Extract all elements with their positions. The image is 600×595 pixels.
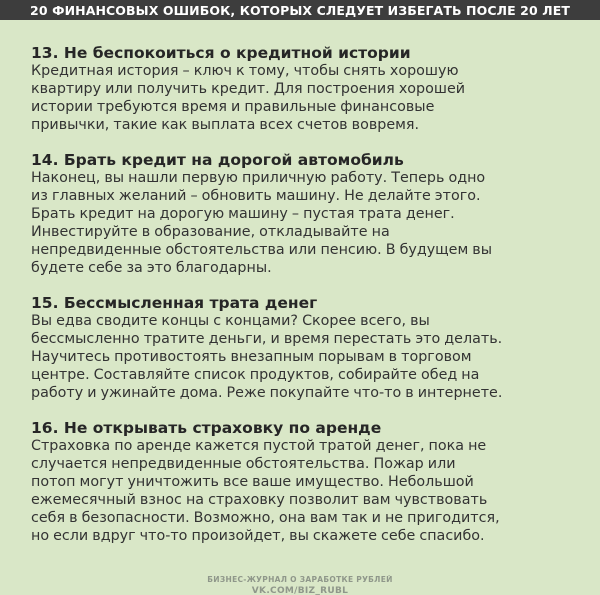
body-line: ежемесячный взнос на страховку позволит вам чувствовать	[31, 492, 488, 508]
footer-credit	[0, 575, 600, 595]
body-line: работу и ужинайте дома. Реже покупайте что-то в интернете.	[31, 385, 503, 401]
body-line: но если вдруг что-то произойдет, вы скажете себе спасибо.	[31, 528, 485, 544]
body-line: Брать кредит на дорогую машину – пустая трата денег.	[31, 206, 455, 222]
section-heading: 15. Бессмысленная трата денег	[31, 294, 318, 312]
body-line: истории требуются время и правильные финансовые	[31, 99, 435, 115]
body-line: привычки, такие как выплата всех счетов вовремя.	[31, 117, 420, 133]
body-line: квартиру или получить кредит. Для построения хорошей	[31, 81, 466, 97]
section-16	[31, 419, 583, 545]
section-15	[31, 294, 583, 402]
body-line: бессмысленно тратите деньги, и время перестать это делать.	[31, 331, 503, 347]
body-line: Вы едва сводите концы с концами? Скорее всего, вы	[31, 313, 430, 329]
body-line: Научитесь противостоять внезапным порывам в торговом	[31, 349, 472, 365]
body-line: непредвиденные обстоятельства или пенсию. В будущем вы	[31, 242, 492, 258]
footer-brand: БИЗНЕС-ЖУРНАЛ О ЗАРАБОТКЕ РУБЛЕЙ	[207, 575, 393, 584]
section-heading: 16. Не открывать страховку по аренде	[31, 419, 382, 437]
section-body	[31, 312, 583, 402]
body-line: центре. Составляйте список продуктов, собирайте обед на	[31, 367, 480, 383]
body-line: Инвестируйте в образование, откладывайте на	[31, 224, 390, 240]
section-heading: 13. Не беспокоиться о кредитной истории	[31, 44, 411, 62]
body-line: себя в безопасности. Возможно, она вам так и не пригодится,	[31, 510, 500, 526]
body-line: случается непредвиденные обстоятельства. Пожар или	[31, 456, 456, 472]
section-body	[31, 169, 583, 277]
section-heading: 14. Брать кредит на дорогой автомобиль	[31, 151, 404, 169]
body-line: Наконец, вы нашли первую приличную работу. Теперь одно	[31, 170, 486, 186]
body-line: Кредитная история – ключ к тому, чтобы снять хорошую	[31, 63, 459, 79]
section-body	[31, 437, 583, 545]
section-body	[31, 62, 583, 134]
body-line: Страховка по аренде кажется пустой тратой денег, пока не	[31, 438, 487, 454]
section-13	[31, 44, 583, 134]
article-content	[31, 44, 583, 562]
section-14	[31, 151, 583, 277]
title-banner	[0, 0, 600, 20]
body-line: будете себе за это благодарны.	[31, 260, 272, 276]
body-line: из главных желаний – обновить машину. Не делайте этого.	[31, 188, 481, 204]
body-line: потоп могут уничтожить все ваше имущество. Небольшой	[31, 474, 474, 490]
footer-link: VK.COM/BIZ_RUBL	[251, 586, 349, 595]
page-title: 20 ФИНАНСОВЫХ ОШИБОК, КОТОРЫХ СЛЕДУЕТ ИЗБЕГАТЬ ПОСЛЕ 20 ЛЕТ	[30, 2, 570, 18]
